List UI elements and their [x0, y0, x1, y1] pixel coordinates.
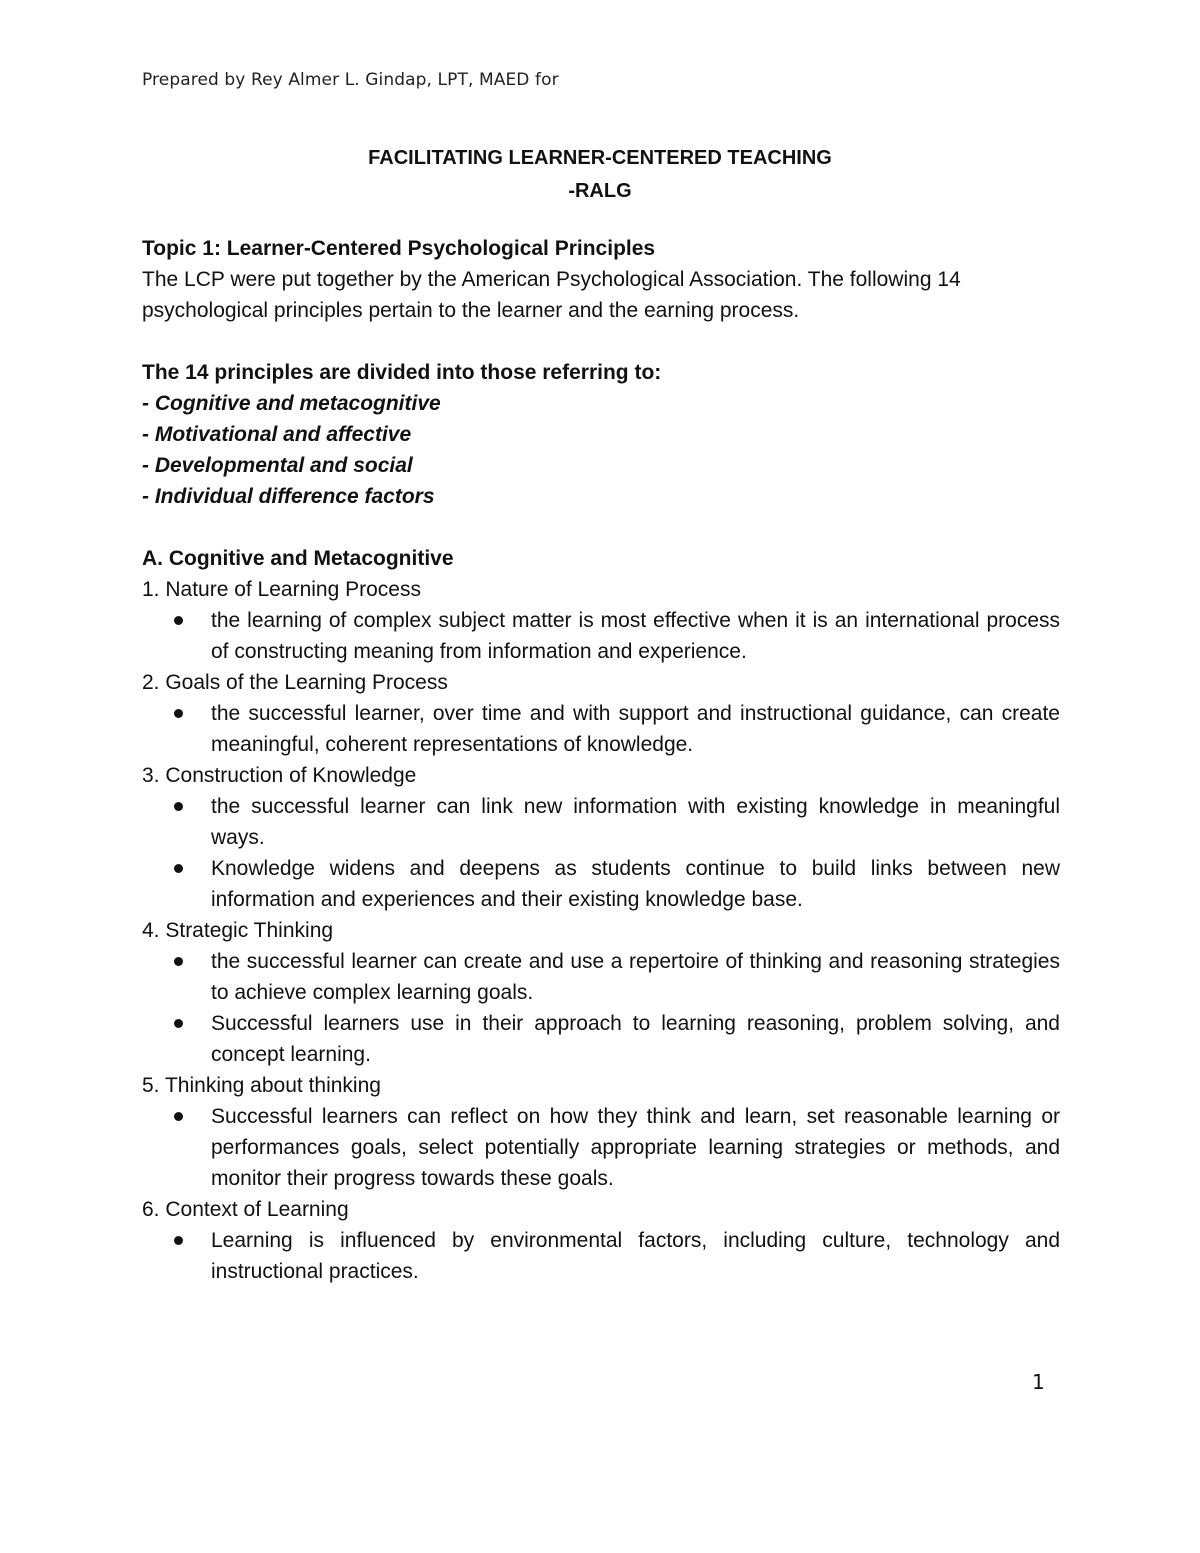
bullet-dot-icon: [174, 1019, 183, 1028]
principle-bullet: Successful learners can reflect on how they think and learn, set reasonable learning or performances goals, select potentially appropriate learning strategies or methods, and monitor their progress towards these goals.: [211, 1101, 1060, 1194]
principle-bullet: the successful learner can link new information with existing knowledge in meaningful ways.: [211, 791, 1060, 853]
division-item: - Motivational and affective: [142, 423, 412, 446]
bullet-dot-icon: [174, 957, 183, 966]
principle-bullet-list: [142, 1101, 1060, 1194]
document-title: [0, 142, 1200, 208]
topic-intro: The LCP were put together by the American Psychological Association. The following 14 psychological principles pertain to the learner and the earning process.: [142, 268, 961, 322]
principle-title: 2. Goals of the Learning Process: [142, 671, 448, 694]
divisions-heading: The 14 principles are divided into those referring to:: [142, 361, 662, 384]
principle-title: 4. Strategic Thinking: [142, 919, 334, 942]
division-item: - Individual difference factors: [142, 485, 435, 508]
bullet-dot-icon: [174, 616, 183, 625]
bullet-dot-icon: [174, 864, 183, 873]
principle-bullet: the successful learner, over time and with support and instructional guidance, can create meaningful, coherent representations of knowledge.: [211, 698, 1060, 760]
document-body: [142, 233, 1060, 1287]
title-line-author: -RALG: [568, 180, 632, 202]
principle-bullet: Learning is influenced by environmental factors, including culture, technology and instructional practices.: [211, 1225, 1060, 1287]
prepared-by-header: Prepared by Rey Almer L. Gindap, LPT, MAED for: [142, 70, 559, 90]
principle-bullet-list: [142, 791, 1060, 915]
principle-bullet: the successful learner can create and use a repertoire of thinking and reasoning strategies to achieve complex learning goals.: [211, 946, 1060, 1008]
bullet-dot-icon: [174, 1112, 183, 1121]
bullet-dot-icon: [174, 709, 183, 718]
spacer: [142, 512, 1060, 543]
principle-bullet-list: [142, 698, 1060, 760]
principle-title: 3. Construction of Knowledge: [142, 764, 417, 787]
principle-bullet-list: [142, 946, 1060, 1070]
spacer: [142, 326, 1060, 357]
bullet-dot-icon: [174, 802, 183, 811]
principle-bullet-list: [142, 605, 1060, 667]
principle-bullet-list: [142, 1225, 1060, 1287]
principle-title: 1. Nature of Learning Process: [142, 578, 421, 601]
principle-bullet: Knowledge widens and deepens as students continue to build links between new information and experiences and their existing knowledge base.: [211, 853, 1060, 915]
page-number: 1: [1032, 1370, 1045, 1394]
principle-bullet: Successful learners use in their approach to learning reasoning, problem solving, and concept learning.: [211, 1008, 1060, 1070]
division-item: - Cognitive and metacognitive: [142, 392, 441, 415]
topic-heading: Topic 1: Learner-Centered Psychological Principles: [142, 237, 656, 260]
bullet-dot-icon: [174, 1236, 183, 1245]
title-line-main: FACILITATING LEARNER-CENTERED TEACHING: [368, 147, 832, 169]
principle-title: 5. Thinking about thinking: [142, 1074, 381, 1097]
principle-title: 6. Context of Learning: [142, 1198, 349, 1221]
section-a-heading: A. Cognitive and Metacognitive: [142, 547, 454, 570]
principle-bullet: the learning of complex subject matter is most effective when it is an international process of constructing meaning from information and experience.: [211, 605, 1060, 667]
division-item: - Developmental and social: [142, 454, 413, 477]
